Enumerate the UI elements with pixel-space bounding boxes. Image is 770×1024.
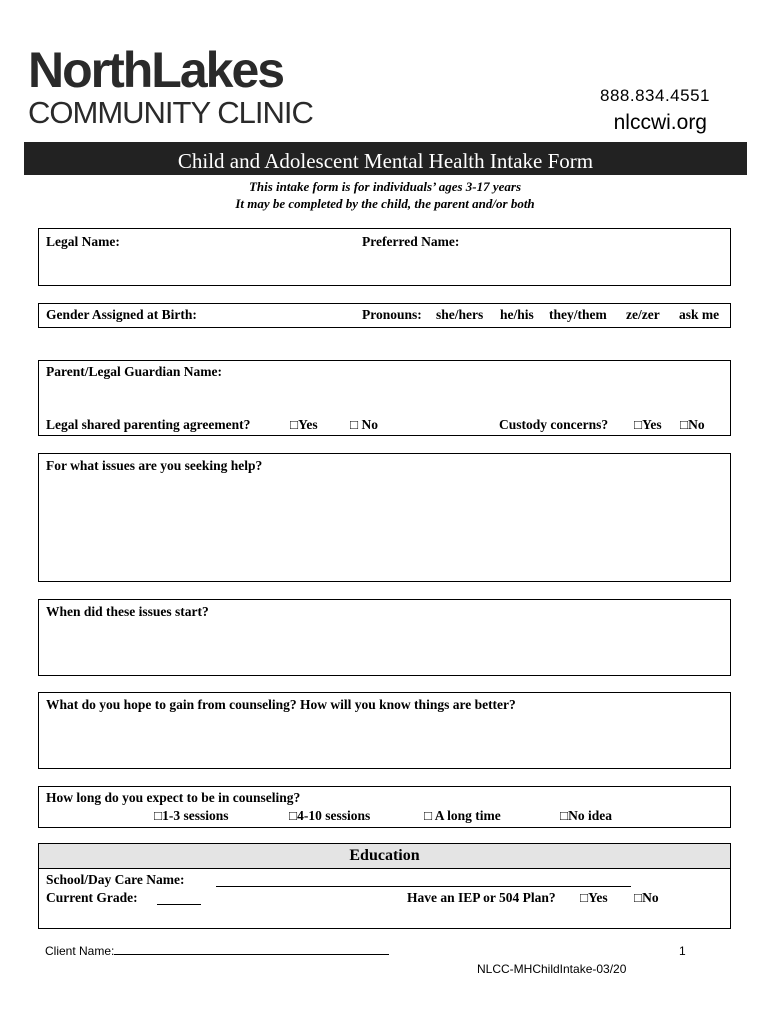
school-name-label: School/Day Care Name: bbox=[46, 872, 185, 887]
client-name-label: Client Name: bbox=[45, 944, 115, 958]
custody-concerns-label: Custody concerns? bbox=[499, 417, 609, 432]
gender-pronouns-box[interactable] bbox=[38, 303, 731, 328]
duration-question-label: How long do you expect to be in counseling? bbox=[46, 790, 301, 805]
hope-gain-box[interactable] bbox=[38, 692, 731, 769]
current-grade-label: Current Grade: bbox=[46, 890, 138, 905]
custody-yes-checkbox[interactable]: □Yes bbox=[634, 417, 662, 432]
logo-community-clinic: COMMUNITY CLINIC bbox=[28, 95, 313, 130]
iep-no-checkbox[interactable]: □No bbox=[634, 890, 659, 905]
subtitle-completion: It may be completed by the child, the parent and/or both bbox=[235, 196, 535, 211]
custody-no-checkbox[interactable]: □No bbox=[680, 417, 705, 432]
issues-start-label: When did these issues start? bbox=[46, 604, 209, 619]
duration-box[interactable] bbox=[38, 786, 731, 828]
website: nlccwi.org bbox=[613, 111, 707, 134]
guardian-name-label: Parent/Legal Guardian Name: bbox=[46, 364, 222, 379]
education-box[interactable] bbox=[38, 868, 731, 929]
logo-northlakes: NorthLakes bbox=[28, 42, 284, 98]
legal-name-label: Legal Name: bbox=[46, 234, 120, 249]
parenting-agreement-label: Legal shared parenting agreement? bbox=[46, 417, 251, 432]
parenting-no-checkbox[interactable]: □ No bbox=[350, 417, 379, 432]
duration-option-4-10[interactable]: □4-10 sessions bbox=[289, 808, 371, 823]
issues-start-box[interactable] bbox=[38, 599, 731, 676]
duration-option-no-idea[interactable]: □No idea bbox=[560, 808, 613, 823]
names-box[interactable] bbox=[38, 228, 731, 286]
subtitle-ages: This intake form is for individuals’ ages 3-17 years bbox=[248, 179, 522, 194]
pronoun-option-ze[interactable]: ze/zer bbox=[626, 307, 660, 322]
issues-box[interactable] bbox=[38, 453, 731, 582]
guardian-box[interactable] bbox=[38, 360, 731, 436]
duration-option-long[interactable]: □ A long time bbox=[424, 808, 501, 823]
phone-number: 888.834.4551 bbox=[600, 86, 710, 105]
gender-birth-label: Gender Assigned at Birth: bbox=[46, 307, 197, 322]
preferred-name-label: Preferred Name: bbox=[362, 234, 460, 249]
form-title: Child and Adolescent Mental Health Intake Form bbox=[24, 142, 747, 175]
page-number: 1 bbox=[679, 944, 686, 958]
client-name-line[interactable] bbox=[114, 954, 389, 955]
client-name-footer bbox=[45, 944, 389, 958]
issues-label: For what issues are you seeking help? bbox=[46, 458, 263, 473]
duration-option-1-3[interactable]: □1-3 sessions bbox=[154, 808, 229, 823]
pronouns-label: Pronouns: bbox=[362, 307, 422, 322]
school-name-line[interactable] bbox=[216, 886, 631, 887]
parenting-yes-checkbox[interactable]: □Yes bbox=[290, 417, 318, 432]
education-heading: Education bbox=[38, 843, 731, 869]
current-grade-line[interactable] bbox=[157, 904, 201, 905]
hope-gain-label: What do you hope to gain from counseling? How will you know things are better? bbox=[46, 697, 516, 712]
pronoun-option-she[interactable]: she/hers bbox=[436, 307, 484, 322]
pronoun-option-he[interactable]: he/his bbox=[500, 307, 534, 322]
form-code: NLCC-MHChildIntake-03/20 bbox=[477, 962, 627, 976]
iep-yes-checkbox[interactable]: □Yes bbox=[580, 890, 608, 905]
pronoun-option-they[interactable]: they/them bbox=[549, 307, 607, 322]
pronoun-option-ask[interactable]: ask me bbox=[679, 307, 720, 322]
iep-question-label: Have an IEP or 504 Plan? bbox=[407, 890, 556, 905]
